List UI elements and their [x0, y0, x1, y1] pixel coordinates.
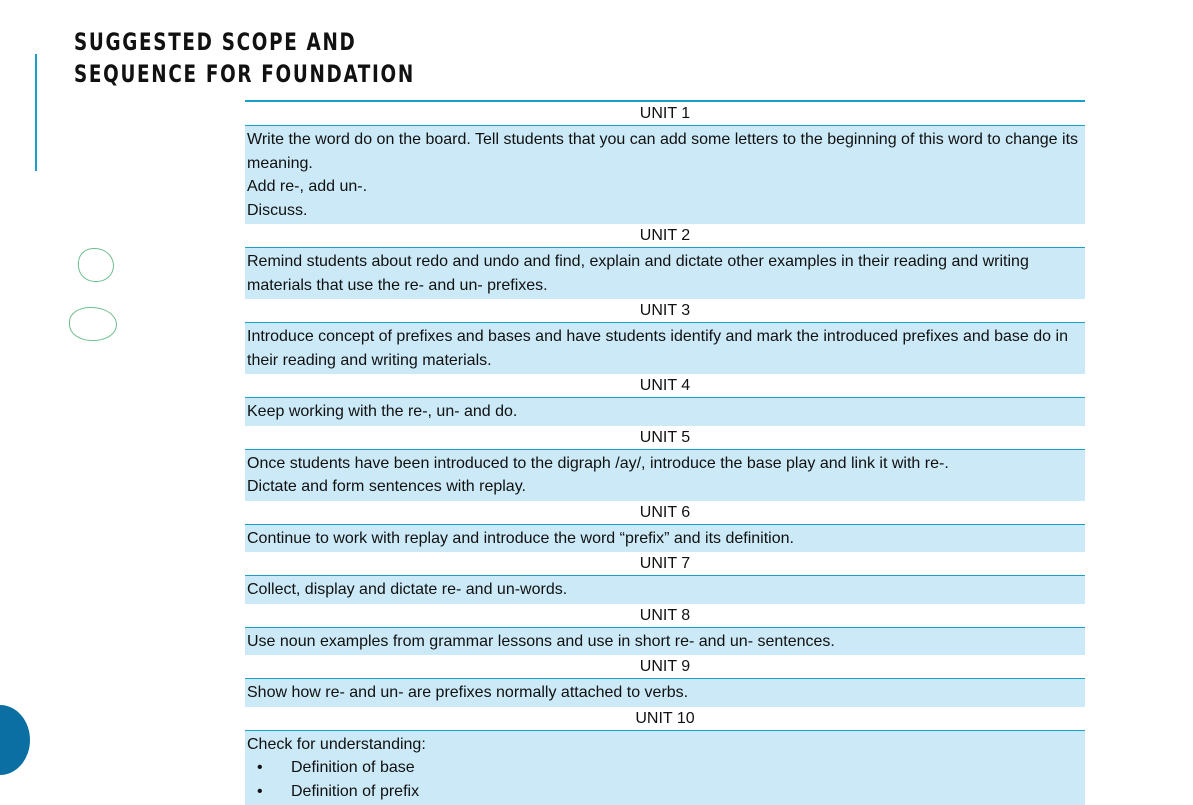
unit-header: UNIT 4: [245, 374, 1085, 398]
unit-text: Add re-, add un-.: [247, 175, 1083, 199]
unit-header: UNIT 3: [245, 299, 1085, 323]
unit-body: [245, 126, 1085, 224]
title-line-1: SUGGESTED SCOPE AND: [74, 26, 415, 58]
unit-header: UNIT 7: [245, 552, 1085, 576]
ink-annotation-circle: [69, 307, 117, 341]
unit-body: [245, 450, 1085, 501]
unit-text: Dictate and form sentences with replay.: [247, 475, 1083, 499]
unit-1: [245, 102, 1085, 224]
unit-text: Remind students about redo and undo and find, explain and dictate other examples in their reading and writing materials that use the re- and un- prefixes.: [247, 250, 1083, 297]
unit-header: UNIT 1: [245, 102, 1085, 126]
unit-text: Use noun examples from grammar lessons and use in short re- and un- sentences.: [247, 630, 1083, 654]
unit-9: [245, 655, 1085, 707]
bullet-item: • Definition of base: [247, 756, 1083, 780]
unit-text: Collect, display and dictate re- and un-words.: [247, 578, 1083, 602]
unit-header: UNIT 6: [245, 501, 1085, 525]
unit-text: Continue to work with replay and introduce the word “prefix” and its definition.: [247, 527, 1083, 551]
unit-header: UNIT 10: [245, 707, 1085, 731]
unit-text: Keep working with the re-, un- and do.: [247, 400, 1083, 424]
unit-body: [245, 323, 1085, 374]
accent-bar: [35, 54, 37, 171]
unit-text: Write the word do on the board. Tell students that you can add some letters to the beginning of this word to change its meaning.: [247, 128, 1083, 175]
unit-6: [245, 501, 1085, 553]
unit-header: UNIT 9: [245, 655, 1085, 679]
unit-8: [245, 604, 1085, 656]
bullet-item: • Definition of prefix: [247, 780, 1083, 804]
unit-body: [245, 248, 1085, 299]
unit-body: [245, 679, 1085, 707]
scope-sequence-table: [245, 100, 1085, 805]
bullet-list: [247, 756, 1083, 803]
unit-2: [245, 224, 1085, 299]
unit-header: UNIT 5: [245, 426, 1085, 450]
unit-3: [245, 299, 1085, 374]
unit-4: [245, 374, 1085, 426]
unit-body: [245, 576, 1085, 604]
unit-body: [245, 731, 1085, 805]
title-line-2: SEQUENCE FOR FOUNDATION: [74, 58, 415, 90]
unit-text: Introduce concept of prefixes and bases and have students identify and mark the introduced prefixes and base do in their reading and writing materials.: [247, 325, 1083, 372]
unit-body: [245, 628, 1085, 656]
unit-header: UNIT 2: [245, 224, 1085, 248]
unit-text: Show how re- and un- are prefixes normally attached to verbs.: [247, 681, 1083, 705]
unit-5: [245, 426, 1085, 501]
page-title: [74, 26, 415, 90]
unit-body: [245, 398, 1085, 426]
unit-text: Discuss.: [247, 199, 1083, 223]
unit-10: [245, 707, 1085, 805]
unit-header: UNIT 8: [245, 604, 1085, 628]
decorative-corner-shape: [0, 705, 30, 775]
unit-text: Once students have been introduced to the digraph /ay/, introduce the base play and link it with re-.: [247, 452, 1083, 476]
unit-text: Check for understanding:: [247, 733, 1083, 757]
ink-annotation-circle: [78, 248, 114, 282]
unit-body: [245, 525, 1085, 553]
unit-7: [245, 552, 1085, 604]
